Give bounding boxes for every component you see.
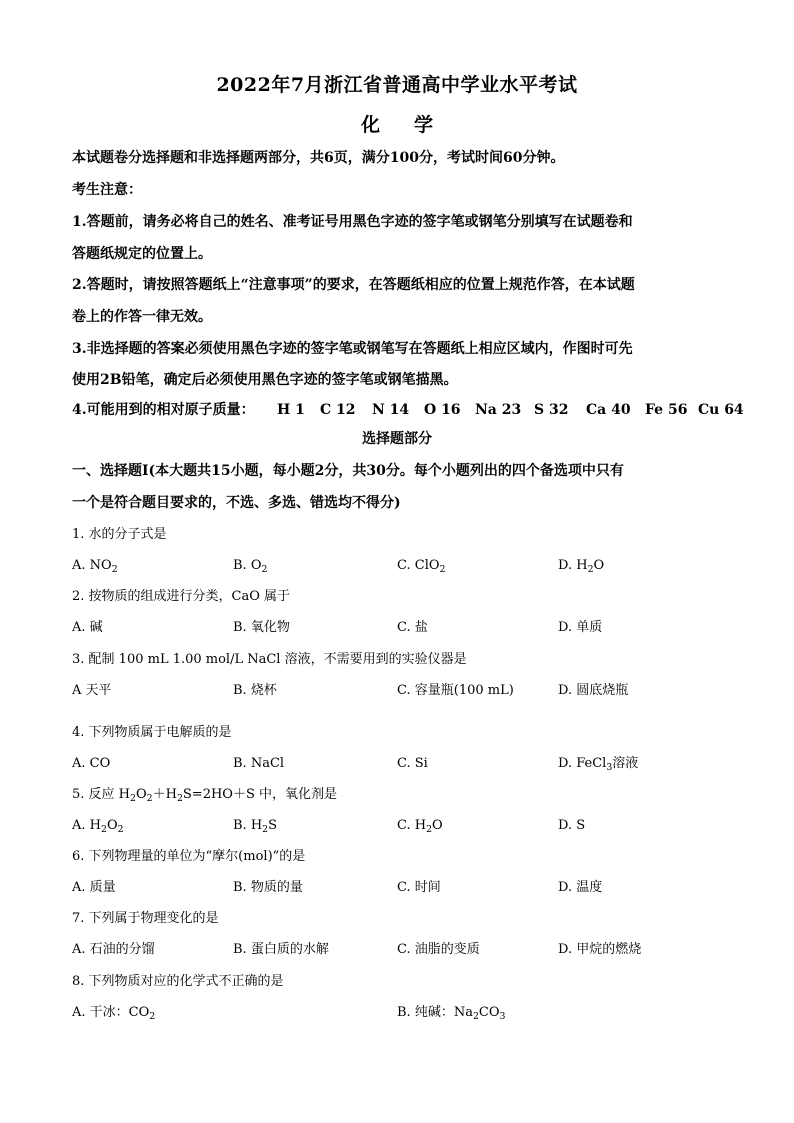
question-8-stem: 8. 下列物质对应的化学式不正确的是 [72, 974, 284, 989]
atom-mass: Na 23 [475, 402, 522, 418]
option-b[interactable]: B. $O_2$ [233, 558, 268, 575]
question-7-options [72, 940, 722, 960]
option-a[interactable]: A. 碱 [72, 620, 103, 635]
question-4-options [72, 754, 722, 774]
notice-2a: 2.答题时，请按照答题纸上“注意事项”的要求，在答题纸相应的位置上规范作答，在本试题 [72, 277, 635, 293]
section-instructions-a: 一、选择题I(本大题共15小题，每小题2分，共30分。每个小题列出的四个备选项中只有 [72, 463, 624, 479]
question-1-options [72, 556, 722, 576]
question-2-stem: 2. 按物质的组成进行分类，CaO 属于 [72, 589, 291, 604]
option-a[interactable]: A. 石油的分馏 [72, 942, 155, 957]
option-b[interactable]: B. 氧化物 [233, 620, 290, 635]
atom-mass: H 1 [277, 402, 305, 418]
atom-mass: Cu 64 [698, 402, 744, 418]
option-b[interactable]: B. 物质的量 [233, 880, 303, 895]
section-instructions-b: 一个是符合题目要求的，不选、多选、错选均不得分) [72, 495, 401, 511]
question-4-stem: 4. 下列物质属于电解质的是 [72, 725, 232, 740]
option-b[interactable]: B. 纯碱：$Na_2CO_3$ [397, 1005, 506, 1022]
question-5-options [72, 816, 722, 836]
option-a[interactable]: A. $NO_2$ [72, 558, 118, 575]
question-3-options [72, 681, 722, 701]
question-6-stem: 6. 下列物理量的单位为“摩尔(mol)”的是 [72, 849, 306, 864]
option-c[interactable]: C. $H_2O$ [397, 818, 443, 835]
option-a[interactable]: A. 质量 [72, 880, 116, 895]
atomic-masses-label: 4.可能用到的相对原子质量： [72, 402, 255, 418]
option-d[interactable]: D. 圆底烧瓶 [558, 683, 629, 698]
atom-mass: Fe 56 [645, 402, 688, 418]
option-d[interactable]: D. S [558, 818, 586, 833]
atom-mass: Ca 40 [586, 402, 631, 418]
notice-3b: 使用2B铅笔，确定后必须使用黑色字迹的签字笔或钢笔描黑。 [72, 372, 458, 388]
section-title: 选择题部分 [362, 431, 432, 447]
exam-title: 2022年7月浙江省普通高中学业水平考试 [216, 74, 578, 96]
notice-3a: 3.非选择题的答案必须使用黑色字迹的签字笔或钢笔写在答题纸上相应区域内，作图时可先 [72, 341, 633, 357]
option-a[interactable]: A 天平 [72, 683, 112, 698]
question-3-stem: 3. 配制 100 mL 1.00 mol/L NaCl 溶液，不需要用到的实验仪器是 [72, 652, 467, 667]
atom-mass: O 16 [424, 402, 461, 418]
option-d[interactable]: D. 甲烷的燃烧 [558, 942, 642, 957]
question-2-options [72, 618, 722, 638]
option-b[interactable]: B. NaCl [233, 756, 285, 771]
option-a[interactable]: A. CO [72, 756, 111, 771]
notice-2b: 卷上的作答一律无效。 [72, 309, 212, 325]
atom-mass: S 32 [534, 402, 569, 418]
option-c[interactable]: C. ClO$_2$ [397, 558, 446, 575]
question-7-stem: 7. 下列属于物理变化的是 [72, 911, 219, 926]
atomic-masses-row [72, 400, 744, 420]
option-c[interactable]: C. 盐 [397, 620, 428, 635]
option-d[interactable]: D. FeCl$_3$溶液 [558, 756, 639, 773]
option-c[interactable]: C. 时间 [397, 880, 441, 895]
notice-title: 考生注意： [72, 182, 142, 198]
option-b[interactable]: B. 蛋白质的水解 [233, 942, 329, 957]
question-5-stem: 5. 反应 $H_2O_2+H_2S=2HO+S$ 中，氧化剂是 [72, 787, 337, 804]
question-8-options [72, 1003, 722, 1023]
atom-mass: N 14 [372, 402, 410, 418]
option-c[interactable]: C. 容量瓶(100 mL) [397, 683, 514, 698]
option-c[interactable]: C. 油脂的变质 [397, 942, 480, 957]
option-d[interactable]: D. 温度 [558, 880, 603, 895]
atom-mass: C 12 [320, 402, 356, 418]
option-a[interactable]: A. $H_2O_2$ [72, 818, 124, 835]
option-b[interactable]: B. 烧杯 [233, 683, 277, 698]
option-c[interactable]: C. Si [397, 756, 428, 771]
option-b[interactable]: B. $H_2S$ [233, 818, 278, 835]
option-d[interactable]: D. $H_2O$ [558, 558, 605, 575]
intro-line: 本试题卷分选择题和非选择题两部分，共6页，满分100分，考试时间60分钟。 [72, 150, 565, 166]
subject-title: 化学 [360, 114, 467, 136]
question-6-options [72, 878, 722, 898]
option-a[interactable]: A. 干冰：$CO_2$ [72, 1005, 156, 1022]
option-d[interactable]: D. 单质 [558, 620, 603, 635]
notice-1a: 1.答题前，请务必将自己的姓名、准考证号用黑色字迹的签字笔或钢笔分别填写在试题卷和 [72, 214, 633, 230]
question-1-stem: 1. 水的分子式是 [72, 527, 167, 542]
notice-1b: 答题纸规定的位置上。 [72, 246, 212, 262]
